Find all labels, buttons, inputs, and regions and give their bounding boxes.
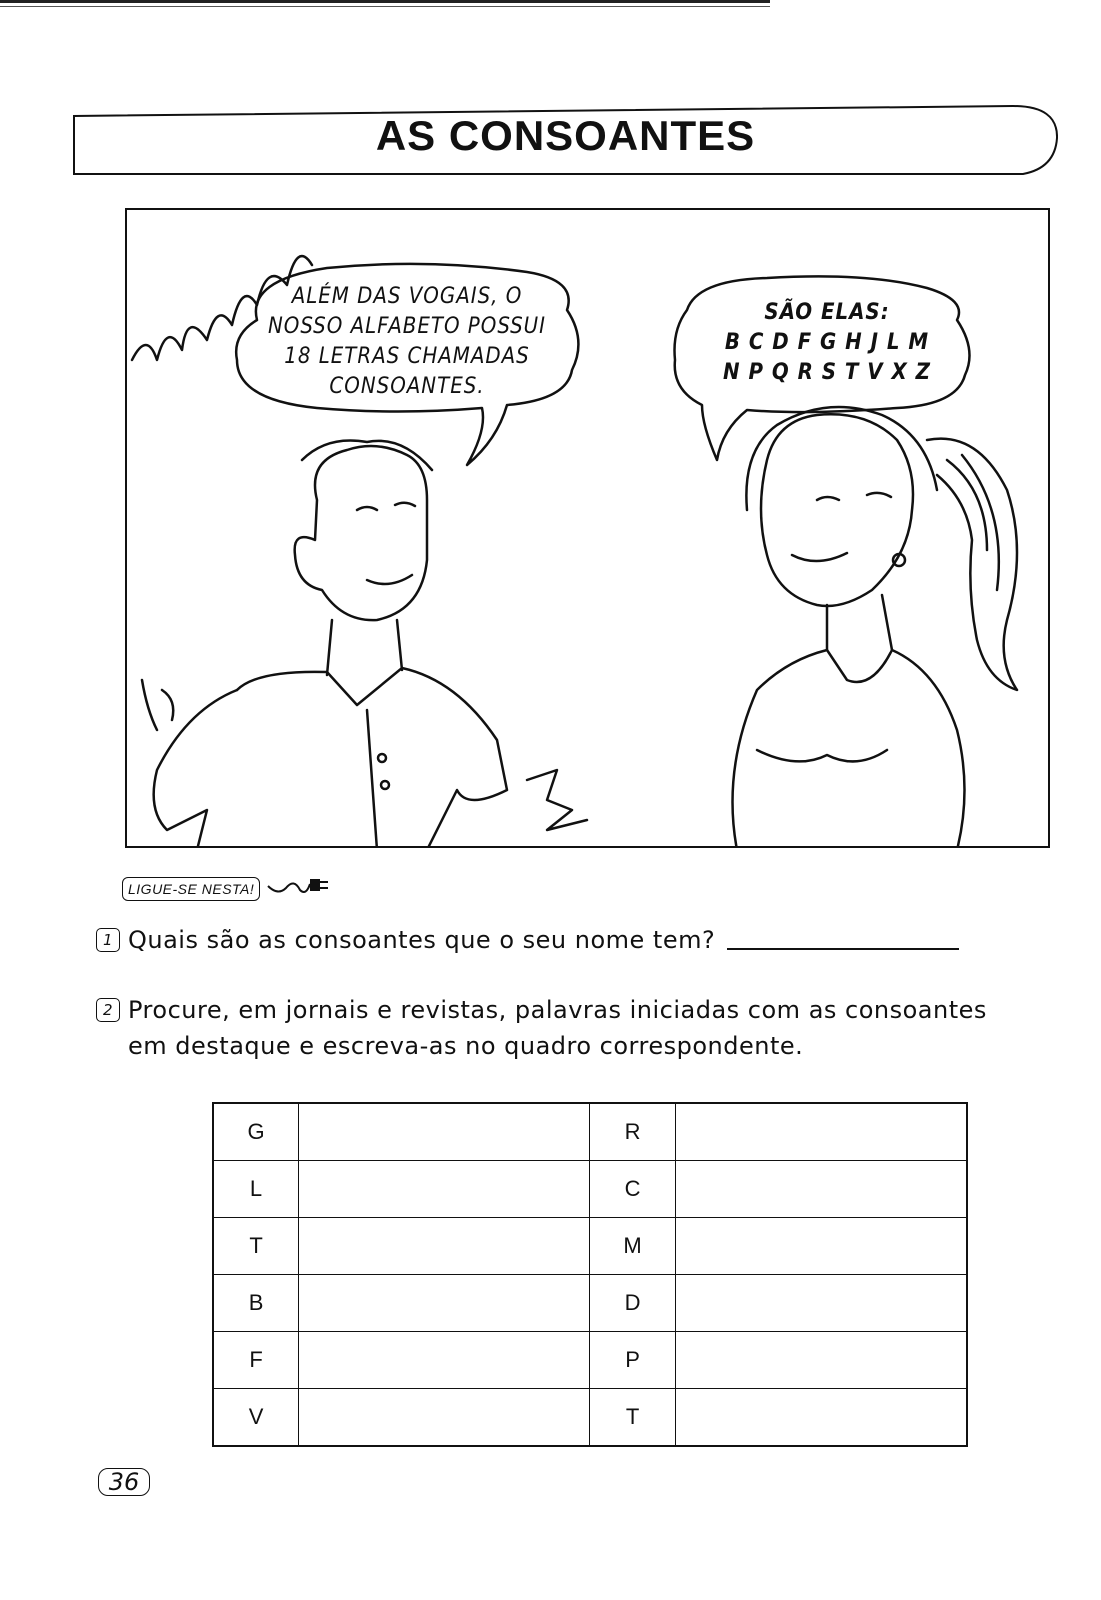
right-bubble-line: B C D F G H J L M <box>724 330 930 355</box>
title-banner <box>73 102 1058 176</box>
answer-cell[interactable] <box>675 1161 967 1218</box>
answer-cell[interactable] <box>299 1389 590 1447</box>
left-bubble-text <box>247 282 567 402</box>
question-text: Procure, em jornais e revistas, palavras iniciadas com as consoantes <box>128 996 987 1024</box>
letter-cell: M <box>590 1218 675 1275</box>
question-2 <box>96 992 1066 1064</box>
table-row <box>213 1275 967 1332</box>
answer-cell[interactable] <box>675 1218 967 1275</box>
left-bubble-line: CONSOANTES. <box>329 374 485 399</box>
comic-panel <box>125 208 1050 848</box>
answer-cell[interactable] <box>675 1332 967 1389</box>
left-bubble-line: NOSSO ALFABETO POSSUI <box>268 314 546 339</box>
page-number: 36 <box>98 1468 150 1496</box>
left-bubble-line: ALÉM DAS VOGAIS, O <box>291 284 523 309</box>
tip-label: LIGUE-SE NESTA! <box>122 877 260 901</box>
letter-cell: P <box>590 1332 675 1389</box>
letter-cell: F <box>213 1332 299 1389</box>
letter-cell: C <box>590 1161 675 1218</box>
consonant-table <box>212 1102 968 1447</box>
left-bubble-line: 18 LETRAS CHAMADAS <box>284 344 530 369</box>
question-number: 2 <box>96 998 120 1022</box>
answer-cell[interactable] <box>299 1103 590 1161</box>
question-1 <box>96 922 1046 958</box>
right-bubble-line: SÃO ELAS: <box>764 300 890 325</box>
table-row <box>213 1218 967 1275</box>
letter-cell: T <box>590 1389 675 1447</box>
question-text-continued: em destaque e escreva-as no quadro correspondente. <box>128 1032 804 1060</box>
table-row <box>213 1389 967 1447</box>
letter-cell: T <box>213 1218 299 1275</box>
plug-icon <box>266 872 330 900</box>
table-row <box>213 1103 967 1161</box>
question-text: Quais são as consoantes que o seu nome tem? <box>128 926 716 954</box>
page-title: AS CONSOANTES <box>375 112 756 159</box>
letter-cell: G <box>213 1103 299 1161</box>
answer-cell[interactable] <box>299 1275 590 1332</box>
letter-cell: B <box>213 1275 299 1332</box>
answer-cell[interactable] <box>675 1389 967 1447</box>
top-rule <box>0 0 770 3</box>
letter-cell: R <box>590 1103 675 1161</box>
right-bubble-line: N P Q R S T V X Z <box>723 360 931 385</box>
letter-cell: D <box>590 1275 675 1332</box>
answer-cell[interactable] <box>675 1103 967 1161</box>
letter-cell: L <box>213 1161 299 1218</box>
table-row <box>213 1161 967 1218</box>
answer-cell[interactable] <box>675 1275 967 1332</box>
table-row <box>213 1332 967 1389</box>
letter-cell: V <box>213 1389 299 1447</box>
question-number: 1 <box>96 928 120 952</box>
answer-cell[interactable] <box>299 1161 590 1218</box>
right-bubble-text <box>707 298 947 388</box>
top-rule-thin <box>0 6 770 7</box>
answer-cell[interactable] <box>299 1332 590 1389</box>
answer-line[interactable] <box>727 928 959 950</box>
answer-cell[interactable] <box>299 1218 590 1275</box>
